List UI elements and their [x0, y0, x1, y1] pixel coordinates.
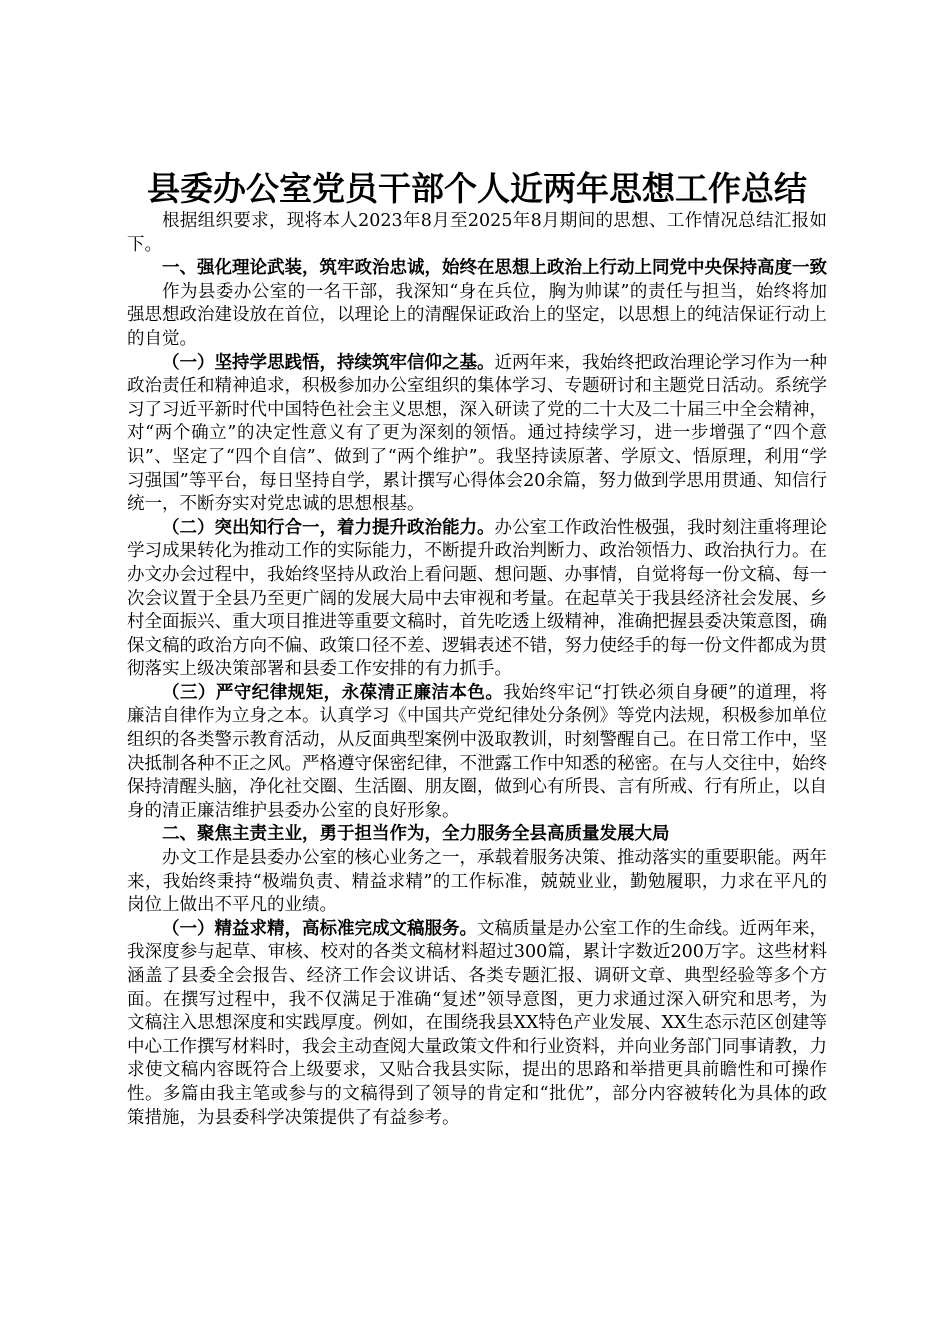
document-page [127, 168, 827, 1130]
section-2-item-1-title: （一）精益求精，高标准完成文稿服务。 [162, 918, 477, 939]
section-2-lead: 办文工作是县委办公室的核心业务之一，承载着服务决策、推动落实的重要职能。两年来，我始终秉持“极端负责、精益求精”的工作标准，兢兢业业，勤勉履职，力求在平凡的岗位上做出不平凡的业绩。 [127, 848, 827, 916]
section-1-item-2 [127, 517, 827, 682]
section-1-item-2-body: 办公室工作政治性极强，我时刻注重将理论学习成果转化为推动工作的实际能力，不断提升政治判断力、政治领悟力、政治执行力。在办文办会过程中，我始终坚持从政治上看问题、想问题、办事情，自觉将每一份文稿、每一次会议置于全县乃至更广阔的发展大局中去审视和考量。在起草关于我县经济社会发展、乡村全面振兴、重大项目推进等重要文稿时，首先吃透上级精神，准确把握县委决策意图，确保文稿的政治方向不偏、政策口径不差、逻辑表述不错，努力使经手的每一份文件都成为贯彻落实上级决策部署和县委工作安排的有力抓手。 [127, 517, 827, 680]
intro-paragraph: 根据组织要求，现将本人2023年8月至2025年8月期间的思想、工作情况总结汇报如下。 [127, 211, 827, 255]
section-2-heading: 二、聚焦主责主业，勇于担当作为，全力服务全县高质量发展大局 [162, 824, 670, 845]
section-1-item-1 [127, 352, 827, 517]
section-2-item-1 [127, 918, 827, 1130]
section-1-item-1-title: （一）坚持学思践悟，持续筑牢信仰之基。 [162, 352, 495, 373]
section-1-lead: 作为县委办公室的一名干部，我深知“身在兵位，胸为帅谋”的责任与担当，始终将加强思想政治建设放在首位，以理论上的清醒保证政治上的坚定，以思想上的纯洁保证行动上的自觉。 [127, 281, 827, 349]
document-title: 县委办公室党员干部个人近两年思想工作总结 [147, 169, 807, 208]
section-1-item-3-body: 我始终牢记“打铁必须自身硬”的道理，将廉洁自律作为立身之本。认真学习《中国共产党纪律处分条例》等党内法规，积极参加单位组织的各类警示教育活动，从反面典型案例中汲取教训，时刻警醒自己。在日常工作中，坚决抵制各种不正之风。严格遵守保密纪律，不泄露工作中知悉的秘密。在与人交往中，始终保持清醒头脑，净化社交圈、生活圈、朋友圈，做到心有所畏、言有所戒、行有所止，以自身的清正廉洁维护县委办公室的良好形象。 [127, 682, 827, 821]
section-1-item-3 [127, 682, 827, 824]
section-1-item-3-title: （三）严守纪律规矩，永葆清正廉洁本色。 [162, 682, 504, 703]
section-1-item-2-title: （二）突出知行合一，着力提升政治能力。 [162, 517, 495, 538]
section-1-heading: 一、强化理论武装，筑牢政治忠诚，始终在思想上政治上行动上同党中央保持高度一致 [162, 258, 827, 279]
section-1-item-1-body: 近两年来，我始终把政治理论学习作为一种政治责任和精神追求，积极参加办公室组织的集体学习、专题研讨和主题党日活动。系统学习了习近平新时代中国特色社会主义思想，深入研读了党的二十大及二十届三中全会精神，对“两个确立”的决定性意义有了更为深刻的领悟。通过持续学习，进一步增强了“四个意识”、坚定了“四个自信”、做到了“两个维护”。我坚持读原著、学原文、悟原理，利用“学习强国”等平台，每日坚持自学，累计撰写心得体会20余篇，努力做到学思用贯通、知信行统一，不断夯实对党忠诚的思想根基。 [127, 352, 827, 515]
section-2-item-1-body: 文稿质量是办公室工作的生命线。近两年来，我深度参与起草、审核、校对的各类文稿材料超过300篇，累计字数近200万字。这些材料涵盖了县委全会报告、经济工作会议讲话、各类专题汇报、调研文章、典型经验等多个方面。在撰写过程中，我不仅满足于准确“复述”领导意图，更力求通过深入研究和思考，为文稿注入思想深度和实践厚度。例如，在围绕我县XX特色产业发展、XX生态示范区创建等中心工作撰写材料时，我会主动查阅大量政策文件和行业资料，并向业务部门同事请教，力求使文稿内容既符合上级要求，又贴合我县实际，提出的思路和举措更具前瞻性和可操作性。多篇由我主笔或参与的文稿得到了领导的肯定和“批优”，部分内容被转化为具体的政策措施，为县委科学决策提供了有益参考。 [127, 918, 827, 1128]
